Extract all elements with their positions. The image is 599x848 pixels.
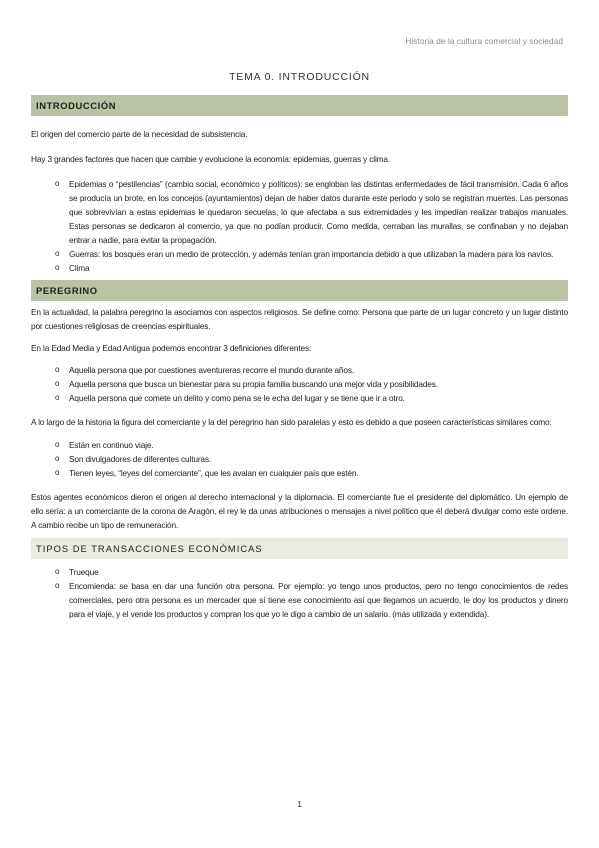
- section-heading-tipos-transacciones: TIPOS DE TRANSACCIONES ECONÓMICAS: [31, 538, 568, 559]
- document-body: [31, 95, 568, 621]
- list-item-text: Encomienda: se basa en dar una función otra persona. Por ejemplo: yo tengo unos productos, pero no tengo conocimientos de redes comerciales, pero otra persona es un mercader que sí tiene ese conocimiento así que llegamos un acuerdo, le doy los productos y dinero para el viaje, y el vende los productos y compran los que yo le digo a cambio de un salario. (más utilizada y extendida).: [69, 581, 568, 619]
- bullet-icon: o: [55, 440, 60, 449]
- bullet-list: [31, 363, 568, 405]
- running-header: Historia de la cultura comercial y sociedad: [405, 37, 563, 46]
- bullet-icon: o: [55, 468, 60, 477]
- paragraph: En la actualidad, la palabra peregrino la asociamos con aspectos religiosos. Se define como: Persona que parte de un lugar concreto y un lugar distinto por cuestiones religiosas de creencias espirituales.: [31, 307, 568, 331]
- bullet-icon: o: [55, 567, 60, 576]
- bullet-icon: o: [55, 263, 60, 272]
- list-item-text: Trueque: [69, 567, 99, 577]
- section-heading-introduccion: INTRODUCCIÓN: [31, 95, 568, 116]
- paragraph: Estos agentes económicos dieron el origen al derecho internacional y la diplomacia. El comerciante fue el presidente del diplomático. Un ejemplo de ello sería: a un comerciante de la corona de Aragón, el rey le da unas atribuciones o mensajes a nivel político que él deberá divulgar como este ordene. A cambio recibe un tipo de remuneración.: [31, 492, 568, 530]
- list-item: [55, 261, 568, 275]
- paragraph: Hay 3 grandes factores que hacen que cambie y evolucione la economía: epidemias, guerras y clima.: [31, 154, 391, 164]
- bullet-icon: o: [55, 249, 60, 258]
- list-item-text: Guerras: los bosques eran un medio de protección, y además tenían gran importancia debido a que utilizaban la madera para los navíos.: [69, 249, 554, 259]
- list-item: [55, 377, 568, 391]
- paragraph: A lo largo de la historia la figura del comerciante y la del peregrino han sido paralelas y esto es debido a que poseen características similares como:: [31, 417, 552, 427]
- bullet-icon: o: [55, 393, 60, 402]
- list-item-text: Están en continuo viaje.: [69, 440, 154, 450]
- bullet-list: [31, 438, 568, 480]
- bullet-icon: o: [55, 365, 60, 374]
- bullet-icon: o: [55, 454, 60, 463]
- page-number: 1: [297, 799, 302, 809]
- list-item-text: Son divulgadores de diferentes culturas.: [69, 454, 212, 464]
- list-item-text: Tienen leyes, “leyes del comerciante”, que les avalan en cualquier país que estén.: [69, 468, 359, 478]
- document-title: TEMA 0. INTRODUCCIÓN: [229, 71, 370, 83]
- list-item-text: Aquella persona que por cuestiones aventureras recorre el mundo durante años.: [69, 365, 355, 375]
- list-item-text: Clima: [69, 263, 90, 273]
- list-item-text: Aquella persona que busca un bienestar para su propia familia buscando una mejor vida y posibilidades.: [69, 379, 438, 389]
- list-item: [55, 438, 568, 452]
- section-heading-peregrino: PEREGRINO: [31, 280, 568, 301]
- bullet-list: [31, 565, 568, 621]
- list-item: [55, 177, 568, 247]
- list-item: [55, 363, 568, 377]
- paragraph: En la Edad Media y Edad Antigua podemos encontrar 3 definiciones diferentes:: [31, 343, 312, 353]
- paragraph: El origen del comercio parte de la necesidad de subsistencia.: [31, 129, 248, 139]
- list-item: [55, 391, 568, 405]
- list-item: [55, 247, 568, 261]
- list-item: [55, 565, 568, 579]
- bullet-icon: o: [55, 379, 60, 388]
- list-item: [55, 452, 568, 466]
- list-item-text: Aquella persona que comete un delito y como pena se le echa del lugar y se tiene que ir a otro.: [69, 393, 405, 403]
- list-item: [55, 579, 568, 621]
- list-item-text: Epidemias o “pestilencias” (cambio social, económico y políticos): se engloban las distintas enfermedades de fácil transmisión. Cada 6 años se producía un brote, en los concejos (ayuntamientos) dejan de haber datos durante este periodo y solo se registran muertes. Las personas que sobrevivían a estas epidemias le quedaron secuelas, lo que afectaba a sus extremidades y les impedían realizar trabajos manuales. Estas personas se dedicaron al comercio, ya que no podían producir. Como medida, cerraban las murallas, se confinaban y no dejaban entrar a nadie, para evitar la propagación.: [69, 179, 568, 245]
- bullet-icon: o: [55, 179, 60, 188]
- bullet-list: [31, 177, 568, 275]
- bullet-icon: o: [55, 581, 60, 590]
- list-item: [55, 466, 568, 480]
